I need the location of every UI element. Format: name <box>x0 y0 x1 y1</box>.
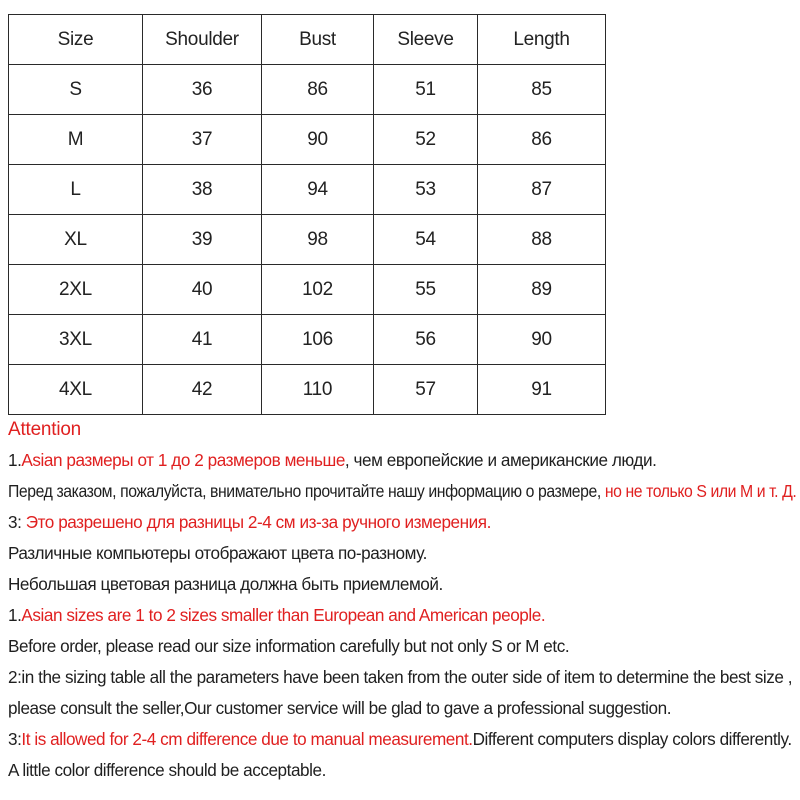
table-row <box>9 315 606 365</box>
cell-size: XL <box>9 215 143 265</box>
attention-heading: Attention <box>8 419 82 440</box>
note-prefix: 3: <box>8 512 26 532</box>
note-highlight: но не только S или M и т. Д. <box>600 481 797 501</box>
note-en-3: 2:in the sizing table all the parameters have been taken from the outer side of item to determine the best size , <box>8 667 793 687</box>
note-prefix: 3: <box>8 729 22 749</box>
cell-length: 86 <box>478 115 606 165</box>
cell-sleeve: 52 <box>374 115 478 165</box>
cell-size: M <box>9 115 143 165</box>
cell-shoulder: 38 <box>143 165 262 215</box>
cell-size: S <box>9 65 143 115</box>
table-row <box>9 265 606 315</box>
table-row <box>9 65 606 115</box>
cell-sleeve: 53 <box>374 165 478 215</box>
cell-shoulder: 39 <box>143 215 262 265</box>
note-ru-5: Небольшая цветовая разница должна быть приемлемой. <box>8 574 443 594</box>
cell-sleeve: 56 <box>374 315 478 365</box>
note-highlight: Asian размеры от 1 до 2 размеров меньше <box>21 450 345 470</box>
note-en-4: please consult the seller,Our customer service will be glad to gave a professional suggestion. <box>8 698 672 718</box>
cell-length: 87 <box>478 165 606 215</box>
cell-shoulder: 40 <box>143 265 262 315</box>
cell-shoulder: 36 <box>143 65 262 115</box>
cell-sleeve: 55 <box>374 265 478 315</box>
table-row <box>9 115 606 165</box>
note-en-6: A little color difference should be acceptable. <box>8 760 326 780</box>
note-ru-4: Различные компьютеры отображают цвета по-разному. <box>8 543 427 563</box>
cell-size: 4XL <box>9 365 143 415</box>
cell-shoulder: 42 <box>143 365 262 415</box>
note-text: Different computers display colors differently. <box>472 729 792 749</box>
table-row <box>9 165 606 215</box>
size-chart-table <box>8 14 606 415</box>
cell-length: 85 <box>478 65 606 115</box>
cell-shoulder: 37 <box>143 115 262 165</box>
column-header-sleeve: Sleeve <box>374 15 478 65</box>
cell-length: 91 <box>478 365 606 415</box>
cell-size: 3XL <box>9 315 143 365</box>
cell-bust: 110 <box>262 365 374 415</box>
cell-size: L <box>9 165 143 215</box>
note-en-1 <box>8 600 796 631</box>
note-en-5 <box>8 724 796 755</box>
note-highlight: It is allowed for 2-4 cm difference due to manual measurement. <box>21 729 473 749</box>
column-header-shoulder: Shoulder <box>143 15 262 65</box>
cell-length: 90 <box>478 315 606 365</box>
cell-size: 2XL <box>9 265 143 315</box>
cell-bust: 90 <box>262 115 374 165</box>
cell-length: 88 <box>478 215 606 265</box>
cell-bust: 86 <box>262 65 374 115</box>
note-en-2: Before order, please read our size information carefully but not only S or M etc. <box>8 636 570 656</box>
column-header-bust: Bust <box>262 15 374 65</box>
note-prefix: 1. <box>8 605 22 625</box>
cell-bust: 94 <box>262 165 374 215</box>
cell-bust: 106 <box>262 315 374 365</box>
column-header-length: Length <box>478 15 606 65</box>
cell-sleeve: 54 <box>374 215 478 265</box>
note-ru-3 <box>8 507 796 538</box>
cell-sleeve: 51 <box>374 65 478 115</box>
cell-bust: 98 <box>262 215 374 265</box>
table-row <box>9 215 606 265</box>
note-text: , чем европейские и американские люди. <box>344 450 657 470</box>
column-header-size: Size <box>9 15 143 65</box>
note-ru-1 <box>8 445 796 476</box>
cell-bust: 102 <box>262 265 374 315</box>
table-row <box>9 365 606 415</box>
note-text: Перед заказом, пожалуйста, внимательно прочитайте нашу информацию о размере, <box>8 481 601 501</box>
note-prefix: 1. <box>8 450 22 470</box>
note-highlight: Asian sizes are 1 to 2 sizes smaller than European and American people. <box>21 605 546 625</box>
cell-length: 89 <box>478 265 606 315</box>
note-ru-2 <box>8 476 797 507</box>
cell-shoulder: 41 <box>143 315 262 365</box>
note-highlight: Это разрешено для разницы 2-4 см из-за ручного измерения. <box>25 512 491 532</box>
table-header-row <box>9 15 606 65</box>
cell-sleeve: 57 <box>374 365 478 415</box>
size-notes <box>8 414 798 786</box>
